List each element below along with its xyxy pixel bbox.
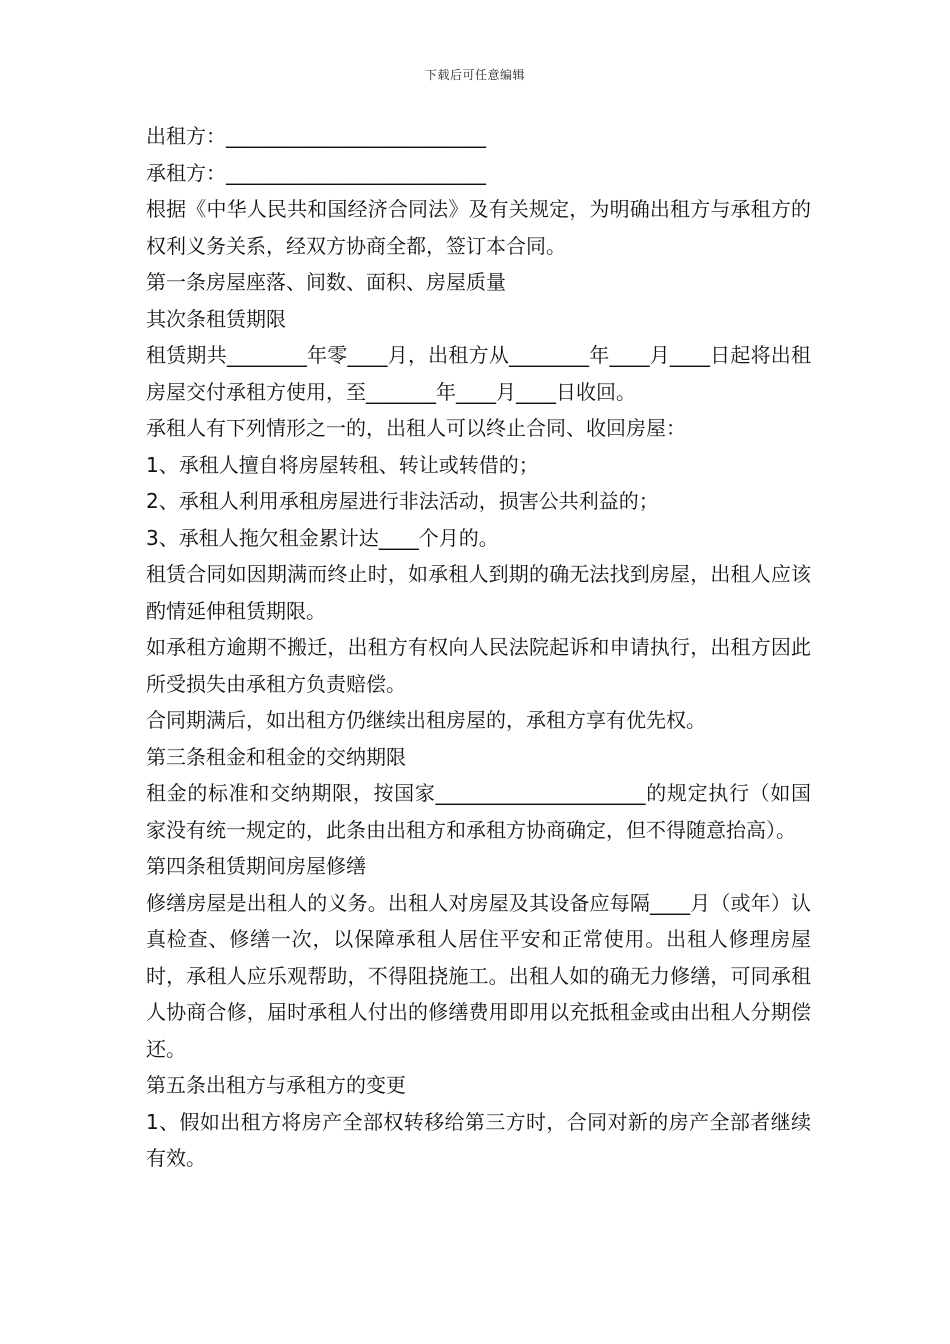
article-4-heading: 第四条租赁期间房屋修缮 (146, 854, 366, 878)
condition-item-3: 3、承租人拖欠租金累计达____个月的。 (146, 525, 499, 550)
article-1-heading: 第一条房屋座落、间数、面积、房屋质量 (146, 270, 506, 294)
lessee-line: 承租方：__________________________ (146, 160, 486, 185)
overdue-relocation-paragraph: 如承租方逾期不搬迁，出租方有权向人民法院起诉和申请执行，出租方因此所受损失由承租方负责赔偿。 (146, 635, 811, 696)
preamble-paragraph: 根据《中华人民共和国经济合同法》及有关规定，为明确出租方与承租方的权利义务关系，经双方协商全都，签订本合同。 (146, 197, 811, 258)
lessor-line: 出租方：__________________________ (146, 124, 486, 148)
repair-obligation-paragraph: 修缮房屋是出租人的义务。出租人对房屋及其设备应每隔____月（或年）认真检查、修缮一次，以保障承租人居住平安和正常使用。出租人修理房屋时，承租人应乐观帮助，不得阻挠施工。出租人如的确无力修缮，可同承租人协商合修，届时承租人付出的修缮费用即用以充抵租金或由出租人分期偿还。 (146, 890, 811, 1061)
article-5-heading: 第五条出租方与承租方的变更 (146, 1073, 406, 1097)
condition-item-1: 1、承租人擅自将房屋转租、转让或转借的； (146, 452, 539, 477)
expiry-extension-paragraph: 租赁合同如因期满而终止时，如承租人到期的确无法找到房屋，出租人应该酌情延伸租赁期限。 (146, 562, 811, 623)
lease-term-paragraph: 租赁期共________年零____月，出租方从________年____月____日起将出租房屋交付承租方使用，至_______年____月____日收回。 (146, 343, 811, 404)
page-header-note: 下载后可任意编辑 (424, 68, 525, 82)
priority-right-paragraph: 合同期满后，如出租方仍继续出租房屋的，承租方享有优先权。 (146, 708, 706, 732)
rent-standard-paragraph: 租金的标准和交纳期限，按国家_____________________的规定执行（如国家没有统一规定的，此条由出租方和承租方协商确定，但不得随意抬高）。 (146, 781, 811, 842)
change-item-1: 1、假如出租方将房产全部权转移给第三方时，合同对新的房产全部者继续有效。 (146, 1109, 811, 1170)
article-2-heading: 其次条租赁期限 (146, 306, 286, 331)
article-3-heading: 第三条租金和租金的交纳期限 (146, 744, 406, 769)
condition-item-2: 2、承租人利用承租房屋进行非法活动，损害公共利益的； (146, 489, 659, 513)
termination-conditions-intro: 承租人有下列情形之一的，出租人可以终止合同、收回房屋： (146, 416, 686, 440)
contract-body (146, 118, 811, 1177)
